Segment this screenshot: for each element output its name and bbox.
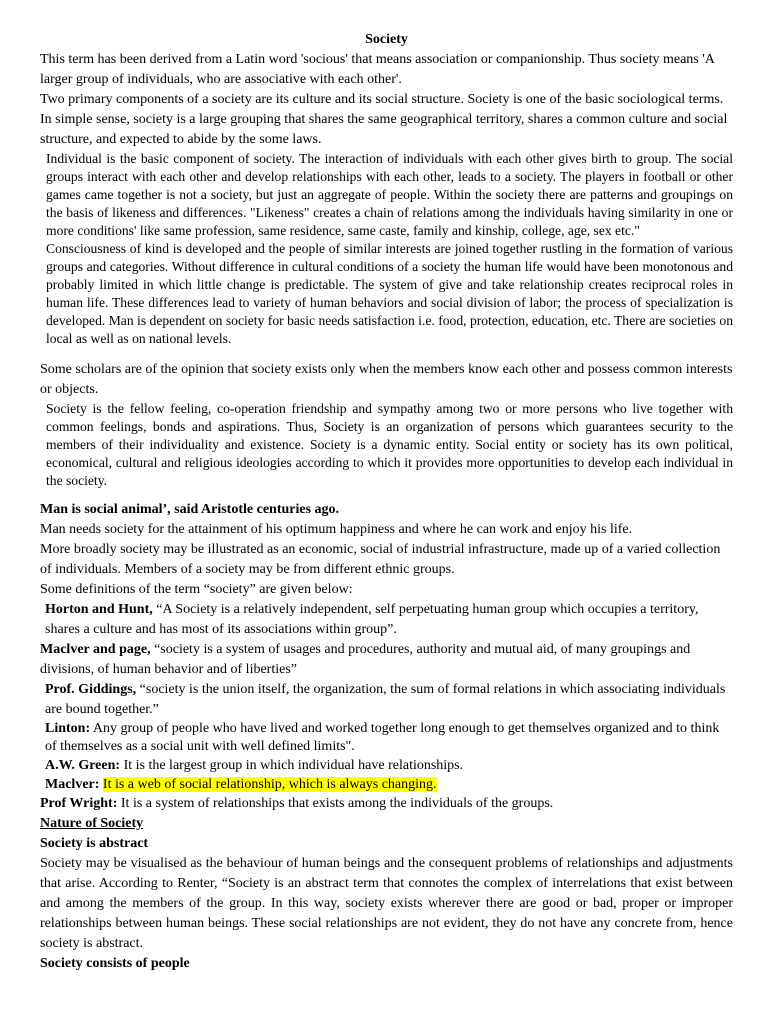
paragraph-consciousness: Consciousness of kind is developed and the people of similar interests are joined together rustling in the formation of various groups and categories. Without difference in cultural conditions of a society the human life would have been monotonous and probably limited in which little change is predictable. The system of give and take relationship creates reciprocal roles in human life. These differences lead to variety of human behaviors and social division of labor; the process of specialization is developed. Man is dependent on society for basic needs satisfaction i.e. food, protection, education, etc. There are societies on local as well as on national levels. xyxy=(46,241,733,346)
highlighted-text: It is a web of social relationship, which is always changing. xyxy=(102,777,437,792)
definition-giddings: Prof. Giddings, “society is the union itself, the organization, the sum of formal relations in which associating individuals are bound together.” xyxy=(45,682,726,717)
paragraph-definition: This term has been derived from a Latin word 'socious' that means association or companionship. Thus society means 'A larger group of individuals, who are associative with each other'. xyxy=(40,52,715,87)
paragraph-fellow-feeling: Society is the fellow feeling, co-operation friendship and sympathy among two or more persons who live together with common feelings, bonds and aspirations. Thus, Society is an organization of persons which guarantees security to the members of their individuality and existence. Society is a dynamic entity. Social entity or society has its own political, economical, cultural and religious ideologies according to which it provides more opportunities to develop each individual in the society. xyxy=(46,401,733,488)
paragraph-individual: Individual is the basic component of society. The interaction of individuals with each other gives birth to group. The social groups interact with each other and develop relationships with each other, leads to a society. The players in football or other games came together is not a society, but just an aggregate of people. Within the society there are patterns and groupings on the basis of likeness and differences. "Likeness" creates a chain of relations among the individuals having similarity in one or more conditions' like same profession, same residence, same caste, family and kinship, college, age, sex etc." xyxy=(46,151,733,238)
definition-green: A.W. Green: It is the largest group in which individual have relationships. xyxy=(45,758,464,773)
subheading-abstract: Society is abstract xyxy=(40,836,149,851)
spacer xyxy=(40,348,733,360)
paragraph-broadly: More broadly society may be illustrated as an economic, social of industrial infrastructure, made up of a varied collection of individuals. Members of a society may be from different ethnic groups. xyxy=(40,542,721,577)
definition-linton: Linton: Any group of people who have lived and worked together long enough to get themselves organized and to think of themselves as a social unit with well defined limits". xyxy=(45,721,720,754)
spacer xyxy=(40,490,733,500)
paragraph-needs: Man needs society for the attainment of his optimum happiness and where he can work and enjoy his life. xyxy=(40,522,633,537)
aristotle-quote: Man is social animal’, said Aristotle centuries ago. xyxy=(40,502,340,517)
paragraph-definitions-intro: Some definitions of the term “society” are given below: xyxy=(40,582,353,597)
page-title: Society xyxy=(365,32,408,47)
paragraph-components: Two primary components of a society are its culture and its social structure. Society is one of the basic sociological terms. In simple sense, society is a large grouping that shares the same geographical territory, shares a common culture and social structure, and expected to abide by the some laws. xyxy=(40,92,728,147)
paragraph-scholars: Some scholars are of the opinion that society exists only when the members know each other and possess common interests or objects. xyxy=(40,362,733,397)
definition-horton: Horton and Hunt, “A Society is a relatively independent, self perpetuating human group which occupies a territory, shares a culture and has most of its associations within group”. xyxy=(45,602,699,637)
section-heading-nature: Nature of Society xyxy=(40,816,144,831)
definition-wright: Prof Wright: It is a system of relationships that exists among the individuals of the groups. xyxy=(40,796,554,811)
subheading-people: Society consists of people xyxy=(40,956,190,971)
definition-maciver: Maclver and page, “society is a system of usages and procedures, authority and mutual aid, of many groupings and divisions, of human behavior and of liberties” xyxy=(40,642,691,677)
document-page xyxy=(40,30,733,974)
paragraph-abstract: Society may be visualised as the behaviour of human beings and the consequent problems of relationships and adjustments that arise. According to Renter, “Society is an abstract term that connotes the complex of interrelations that exist between and among the members of the group. In this way, society exists wherever there are good or bad, proper or improper relationships between human beings. These social relationships are not evident, they do not have any concrete from, hence society is abstract. xyxy=(40,856,733,951)
definition-maciver-2: Maclver: It is a web of social relationship, which is always changing. xyxy=(45,777,437,792)
